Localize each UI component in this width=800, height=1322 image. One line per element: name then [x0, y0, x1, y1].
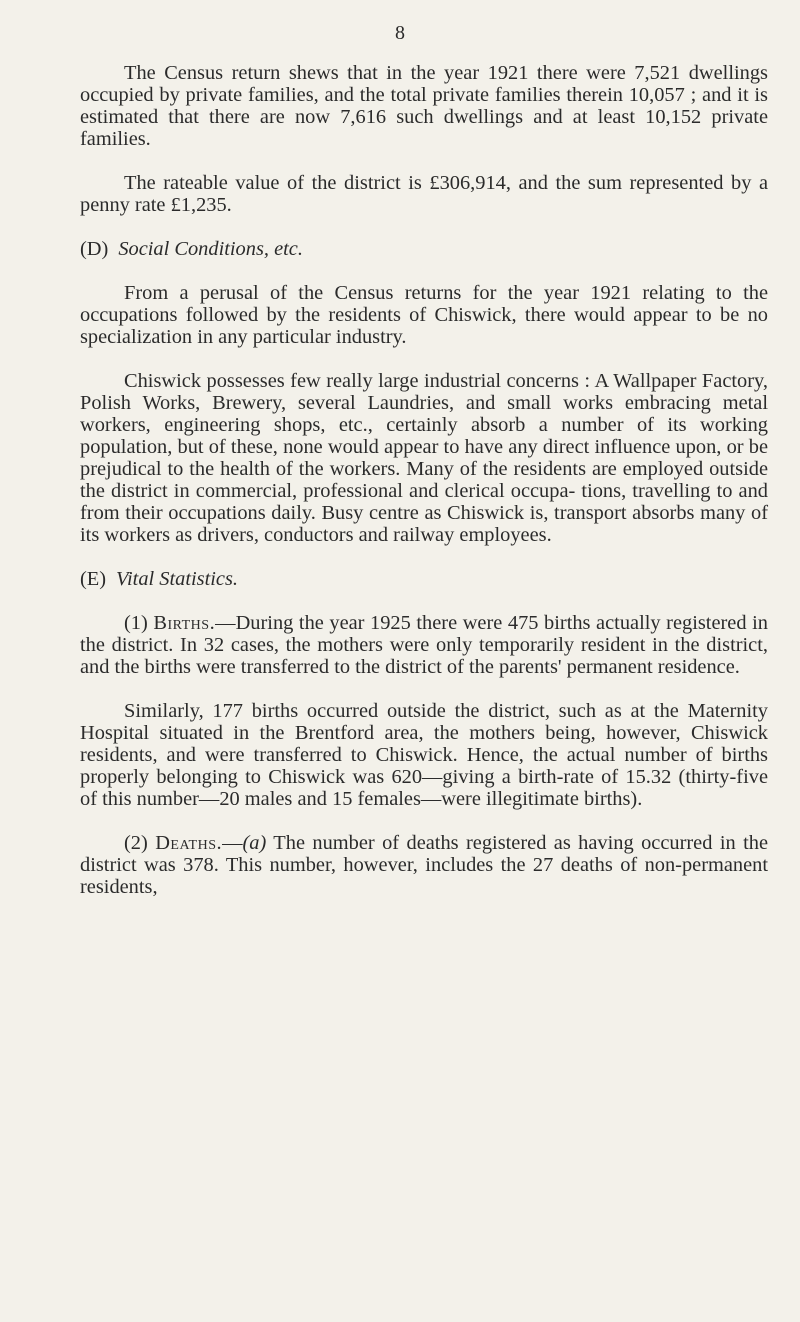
deaths-subsection: (a) [242, 832, 267, 854]
section-label: (D) [80, 238, 109, 260]
deaths-number: (2) [124, 832, 148, 854]
section-label: (E) [80, 568, 107, 590]
births-label: Births. [153, 612, 216, 634]
paragraph-births [80, 612, 768, 678]
section-title: Social Conditions, etc. [118, 238, 303, 260]
body-text [80, 62, 768, 920]
paragraph-perusal: From a perusal of the Census returns for the year 1921 relating to the occupations followed by the residents of Chiswick, there would appear to be no specialization in any particular industry. [80, 282, 768, 348]
deaths-label: Deaths. [155, 832, 223, 854]
paragraph-rateable-value: The rateable value of the district is £306,914, and the sum represented by a penny rate £1,235. [80, 172, 768, 216]
section-heading-social-conditions [80, 238, 768, 260]
deaths-dash: — [222, 832, 243, 854]
deaths-text: The number of deaths registered as having occurred in the district was 378. This number, however, includes the 27 deaths of non-permanent residents, [80, 832, 768, 898]
paragraph-similarly: Similarly, 177 births occurred outside the district, such as at the Maternity Hospital situated in the Brentford area, the mothers being, however, Chiswick residents, and were transferred to Chiswick. Hence, the actual number of births properly belonging to Chiswick was 620—giving a birth-rate of 15.32 (thirty-five of this number—20 males and 15 females—were illegitimate births). [80, 700, 768, 810]
page-number: 8 [395, 22, 405, 44]
paragraph-industry: Chiswick possesses few really large industrial concerns : A Wallpaper Factory, Polish Works, Brewery, several Laundries, and small works embracing metal workers, engineering shops, etc., certainly absorb a number of its working population, but of these, none would appear to have any direct influence upon, or be prejudical to the health of the workers. Many of the residents are employed outside the district in commercial, professional and clerical occupa- tions, travelling to and from their occupations daily. Busy centre as Chiswick is, transport absorbs many of its workers as drivers, conductors and railway employees. [80, 370, 768, 546]
paragraph-deaths [80, 832, 768, 898]
births-text: —During the year 1925 there were 475 births actually registered in the district. In 32 cases, the mothers were only temporarily resident in the district, and the births were transferred to the district of the parents' permanent residence. [80, 612, 768, 678]
paragraph-census: The Census return shews that in the year 1921 there were 7,521 dwellings occupied by private families, and the total private families therein 10,057 ; and it is estimated that there are now 7,616 such dwellings and at least 10,152 private families. [80, 62, 768, 150]
section-heading-vital-statistics [80, 568, 768, 590]
section-title: Vital Statistics. [116, 568, 239, 590]
births-number: (1) [124, 612, 148, 634]
